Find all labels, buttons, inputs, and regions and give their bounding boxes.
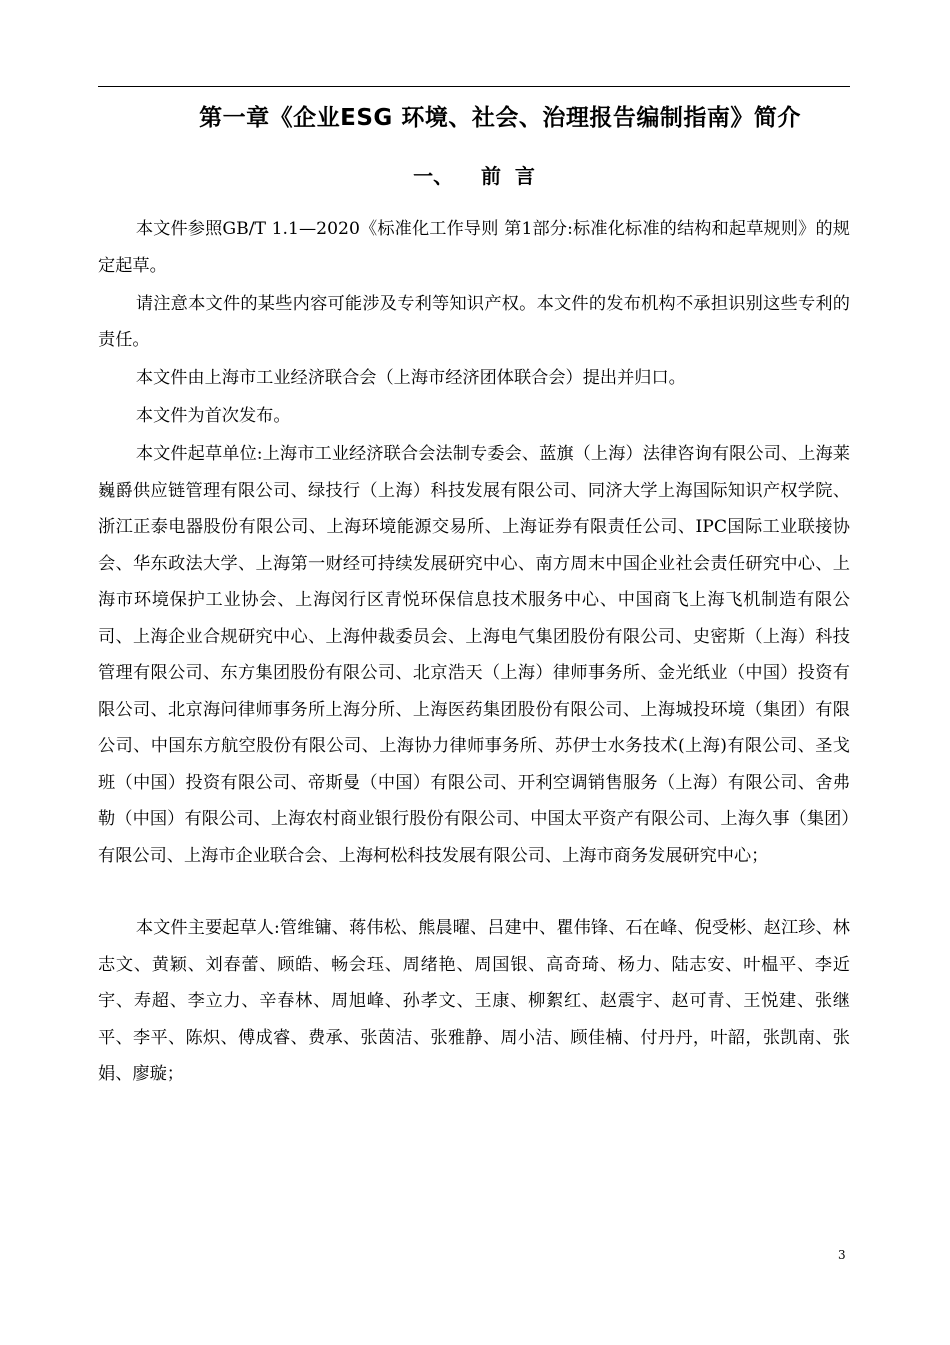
paragraph-drafters: 本文件主要起草人:管维镛、蒋伟松、熊晨曜、吕建中、瞿伟锋、石在峰、倪受彬、赵江珍、林志文、黄颖、刘春蕾、顾皓、畅会珏、周绪艳、周国银、高奇琦、杨力、陆志安、叶榅平、李近宇、寿超、李立力、辛春林、周旭峰、孙孝文、王康、柳絮红、赵震宇、赵可青、王悦建、张继平、李平、陈炽、傅成睿、费承、张茵洁、张雅静、周小洁、顾佳楠、付丹丹，叶韶，张凯南、张娟、廖璇； [98,918,850,1085]
paragraph-proposer: 本文件由上海市工业经济联合会（上海市经济团体联合会）提出并归口。 [135,368,686,389]
page-number: 3 [838,1248,846,1262]
paragraph-first-release: 本文件为首次发布。 [135,406,291,427]
chapter-title: 第一章《企业ESG 环境、社会、治理报告编制指南》简介 [199,105,801,131]
paragraph-reference-standard: 本文件参照GB/T 1.1—2020《标准化工作导则 第1部分:标准化标准的结构和起草规则》的规定起草。 [98,219,850,276]
section-title: 一、 前 言 [413,164,535,188]
paragraph-drafting-units: 本文件起草单位:上海市工业经济联合会法制专委会、蓝旗（上海）法律咨询有限公司、上海莱巍爵供应链管理有限公司、绿技行（上海）科技发展有限公司、同济大学上海国际知识产权学院、浙江正泰电器股份有限公司、上海环境能源交易所、上海证券有限责任公司、IPC国际工业联接协会、华东政法大学、上海第一财经可持续发展研究中心、南方周末中国企业社会责任研究中心、上海市环境保护工业协会、上海闵行区青悦环保信息技术服务中心、中国商飞上海飞机制造有限公司、上海企业合规研究中心、上海仲裁委员会、上海电气集团股份有限公司、史密斯（上海）科技管理有限公司、东方集团股份有限公司、北京浩天（上海）律师事务所、金光纸业（中国）投资有限公司、北京海问律师事务所上海分所、上海医药集团股份有限公司、上海城投环境（集团）有限公司、中国东方航空股份有限公司、上海协力律师事务所、苏伊士水务技术(上海)有限公司、圣戈班（中国）投资有限公司、帝斯曼（中国）有限公司、开利空调销售服务（上海）有限公司、舍弗勒（中国）有限公司、上海农村商业银行股份有限公司、中国太平资产有限公司、上海久事（集团）有限公司、上海市企业联合会、上海柯松科技发展有限公司、上海市商务发展研究中心； [98,444,850,866]
body-text [98,211,850,1093]
paragraph-patent-notice: 请注意本文件的某些内容可能涉及专利等知识产权。本文件的发布机构不承担识别这些专利的责任。 [98,293,850,351]
header-rule [98,86,850,87]
